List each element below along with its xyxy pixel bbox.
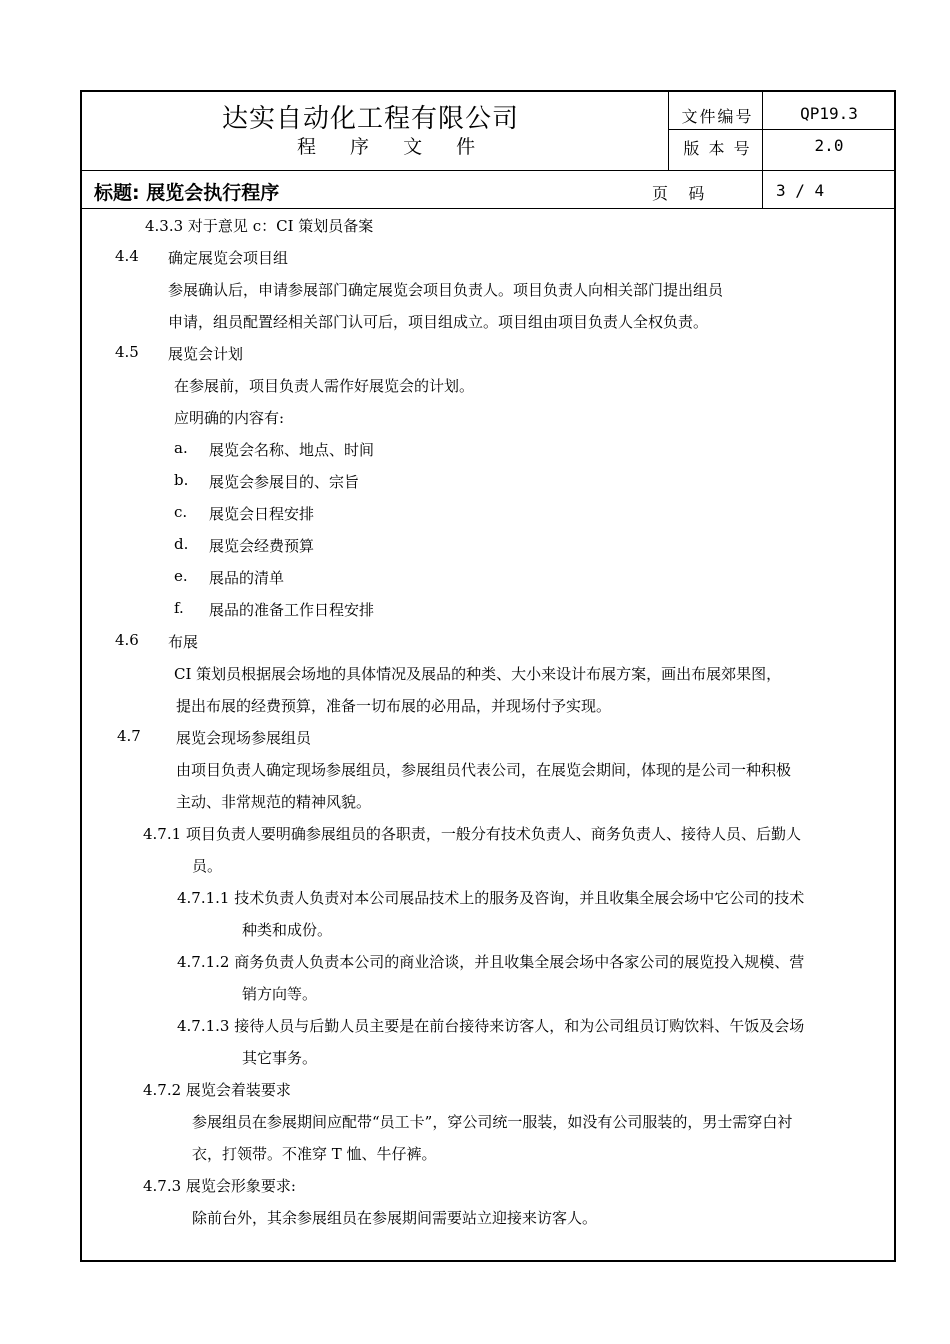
header-vline-1 [668,92,669,170]
section-4-7-3-para-1: 除前台外，其余参展组员在参展期间需要站立迎接来访客人。 [192,1209,598,1227]
section-4-4-number: 4.4 [115,247,139,265]
section-4-5-para-1: 在参展前，项目负责人需作好展览会的计划。 [174,377,475,395]
section-4-7-para-2: 主动、非常规范的精神风貌。 [176,793,372,811]
list-item-text: 展品的清单 [209,569,285,587]
section-4-7-para-1: 由项目负责人确定现场参展组员，参展组员代表公司，在展览会期间，体现的是公司一种积极 [176,761,792,779]
list-item-text: 展品的准备工作日程安排 [209,601,375,619]
document-frame [80,90,896,1262]
section-4-7-1-line-2: 员。 [192,857,223,875]
list-item-marker: c. [174,503,188,521]
list-item-marker: b. [174,471,189,489]
section-4-7-2-para-2: 衣，打领带。不准穿 T 恤、牛仔裤。 [192,1145,437,1163]
page-label: 页 码 [652,184,705,203]
document-type: 程 序 文 件 [297,136,479,158]
section-4-7-number: 4.7 [117,727,141,745]
section-4-5-number: 4.5 [115,343,139,361]
list-item-marker: d. [174,535,189,553]
section-4-7-3-heading: 4.7.3 展览会形象要求: [143,1177,296,1195]
section-4-6-number: 4.6 [115,631,139,649]
section-4-7-1-2-line-1: 4.7.1.2 商务负责人负责本公司的商业洽谈，并且收集全展会场中各家公司的展览投入规模、营 [177,953,805,971]
section-4-6-para-1: CI 策划员根据展会场地的具体情况及展品的种类、大小来设计布展方案，画出布展郊果图， [174,665,782,683]
list-item-marker: e. [174,567,188,585]
version-value: 2.0 [814,136,844,155]
header-divider-row1 [668,129,896,130]
section-4-6-para-2: 提出布展的经费预算，准备一切布展的必用品，并现场付予实现。 [176,697,612,715]
page-number: 3 / 4 [776,181,825,200]
version-label: 版 本 号 [683,139,752,158]
header-divider-main [82,170,896,171]
section-4-7-1-3-line-2: 其它事务。 [242,1049,318,1067]
section-4-5-para-2: 应明确的内容有: [174,409,285,427]
list-item-text: 展览会名称、地点、时间 [209,441,375,459]
section-4-6-title: 布展 [168,633,199,651]
list-item-marker: a. [174,439,188,457]
section-4-7-2-heading: 4.7.2 展览会着装要求 [143,1081,291,1099]
file-number-label: 文件编号 [681,107,754,126]
list-item-marker: f. [174,599,184,617]
section-4-7-1-line-1: 4.7.1 项目负责人要明确参展组员的各职责，一般分有技术负责人、商务负责人、接待人员、后勤人 [143,825,801,843]
section-4-7-2-para-1: 参展组员在参展期间应配带“员工卡”，穿公司统一服装，如没有公司服装的，男士需穿白衬 [192,1113,793,1131]
section-4-7-1-2-line-2: 销方向等。 [242,985,318,1003]
section-4-4-title: 确定展览会项目组 [168,249,289,267]
list-item-text: 展览会经费预算 [209,537,315,555]
section-4-7-1-1-line-2: 种类和成份。 [242,921,333,939]
section-4-4-para-1: 参展确认后，申请参展部门确定展览会项目负责人。项目负责人向相关部门提出组员 [168,281,724,299]
section-4-4-para-2: 申请，组员配置经相关部门认可后，项目组成立。项目组由项目负责人全权负责。 [168,313,709,331]
header-divider-title [82,208,896,209]
section-4-7-title: 展览会现场参展组员 [176,729,312,747]
section-4-5-title: 展览会计划 [168,345,244,363]
file-number-value: QP19.3 [800,104,858,123]
section-4-3-3: 4.3.3 对于意见 c：CI 策划员备案 [145,217,374,235]
section-4-7-1-1-line-1: 4.7.1.1 技术负责人负责对本公司展品技术上的服务及咨询，并且收集全展会场中它公司的技术 [177,889,805,907]
list-item-text: 展览会参展目的、宗旨 [209,473,360,491]
list-item-text: 展览会日程安排 [209,505,315,523]
company-name: 达实自动化工程有限公司 [222,104,520,134]
section-4-7-1-3-line-1: 4.7.1.3 接待人员与后勤人员主要是在前台接待来访客人，和为公司组员订购饮料、午饭及会场 [177,1017,805,1035]
document-title: 标题: 展览会执行程序 [94,182,280,204]
